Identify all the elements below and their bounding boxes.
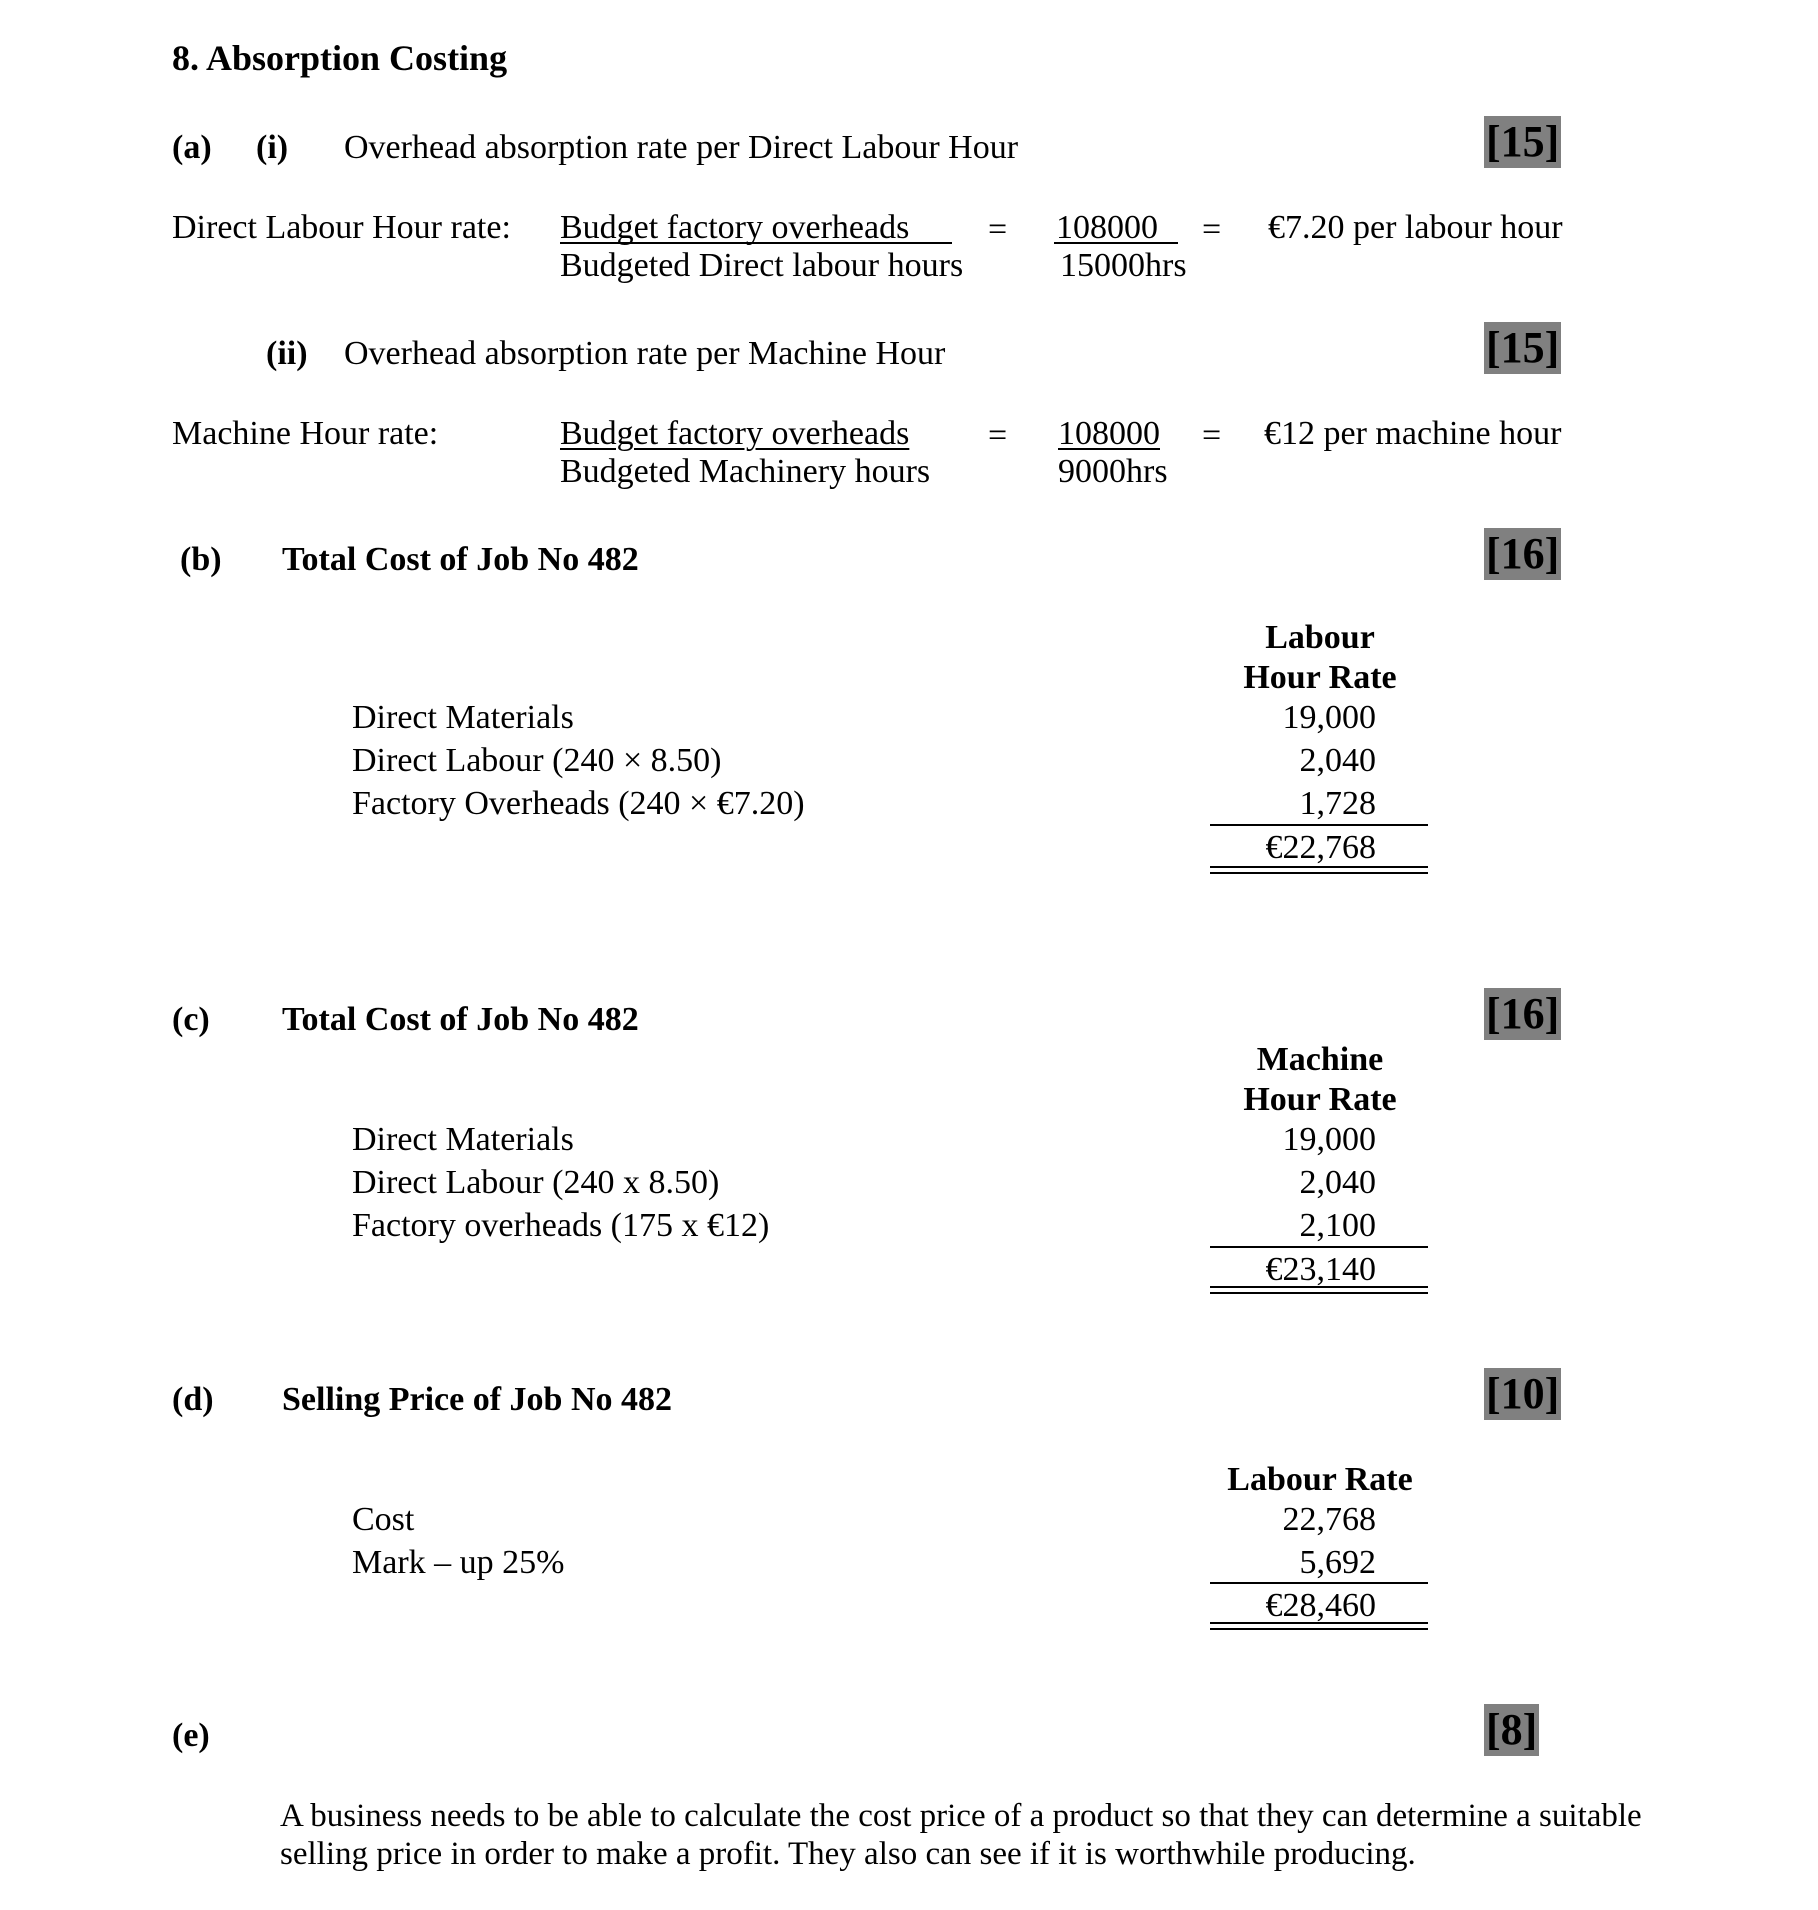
cost-item: Direct Materials [352,1121,574,1158]
column-header: Machine [1256,1041,1384,1078]
equals-sign: = [988,417,1008,454]
cost-value: 2,040 [1299,742,1376,779]
subtotal-rule [1210,824,1428,826]
part-a-i-label: (i) [256,129,289,166]
equals-sign: = [1202,417,1222,454]
labour-value-line [1054,242,1178,244]
machine-formula-numerator: Budget factory overheads [560,415,910,452]
part-d-heading: Selling Price of Job No 482 [282,1381,673,1418]
cost-item: Cost [352,1501,415,1538]
cost-value: 19,000 [1282,1121,1376,1158]
part-c-heading: Total Cost of Job No 482 [282,1001,639,1038]
cost-value: 22,768 [1282,1501,1376,1538]
answer-paragraph-line-1: A business needs to be able to calculate the cost price of a product so that they can determine a suitable [280,1798,1642,1834]
labour-rate-result: €7.20 per labour hour [1268,209,1563,246]
labour-formula-numerator: Budget factory overheads [560,209,910,246]
total-double-rule [1210,866,1428,874]
labour-denominator-value: 15000hrs [1060,247,1187,284]
machine-formula-denominator: Budgeted Machinery hours [560,453,931,490]
cost-value: 5,692 [1299,1544,1376,1581]
subtotal-rule [1210,1246,1428,1248]
cost-value: 2,040 [1299,1164,1376,1201]
column-header: Hour Rate [1243,659,1397,696]
column-header: Labour Rate [1227,1461,1413,1498]
marks-badge-a-ii: [15] [1486,323,1560,372]
cost-item: Mark – up 25% [352,1544,565,1581]
page-title: 8. Absorption Costing [172,38,508,78]
marks-badge-e: [8] [1486,1705,1538,1754]
marks-badge-a: [15] [1486,117,1560,166]
part-a-i-heading: Overhead absorption rate per Direct Labour Hour [344,129,1019,166]
part-a-ii-heading: Overhead absorption rate per Machine Hour [344,335,946,372]
machine-denominator-value: 9000hrs [1058,453,1168,490]
total-value: €28,460 [1265,1587,1376,1624]
subtotal-rule [1210,1582,1428,1584]
machine-numerator-value: 108000 [1058,415,1160,452]
marks-badge-c: [16] [1486,989,1560,1038]
part-e-label: (e) [172,1717,210,1754]
labour-formula-line [560,242,952,244]
cost-item: Factory Overheads (240 × €7.20) [352,785,805,822]
column-header: Hour Rate [1243,1081,1397,1118]
total-value: €23,140 [1265,1251,1376,1288]
total-double-rule [1210,1622,1428,1630]
cost-value: 2,100 [1299,1207,1376,1244]
total-double-rule [1210,1286,1428,1294]
total-value: €22,768 [1265,829,1376,866]
marks-badge-b: [16] [1486,529,1560,578]
part-c-label: (c) [172,1001,210,1038]
machine-rate-label: Machine Hour rate: [172,415,439,452]
labour-rate-label: Direct Labour Hour rate: [172,209,511,246]
column-header: Labour [1265,619,1375,656]
labour-numerator-value: 108000 [1056,209,1158,246]
equals-sign: = [988,211,1008,248]
part-b-heading: Total Cost of Job No 482 [282,541,639,578]
part-b-label: (b) [180,541,222,578]
labour-formula-denominator: Budgeted Direct labour hours [560,247,964,284]
equals-sign: = [1202,211,1222,248]
cost-value: 1,728 [1299,785,1376,822]
marks-badge-d: [10] [1486,1369,1560,1418]
cost-value: 19,000 [1282,699,1376,736]
cost-item: Direct Labour (240 × 8.50) [352,742,722,779]
cost-item: Direct Labour (240 x 8.50) [352,1164,720,1201]
answer-paragraph-line-2: selling price in order to make a profit. They also can see if it is worthwhile producing. [280,1836,1416,1872]
part-a-label: (a) [172,129,212,166]
cost-item: Direct Materials [352,699,574,736]
part-d-label: (d) [172,1381,214,1418]
machine-rate-result: €12 per machine hour [1264,415,1562,452]
cost-item: Factory overheads (175 x €12) [352,1207,770,1244]
part-a-ii-label: (ii) [266,335,308,372]
